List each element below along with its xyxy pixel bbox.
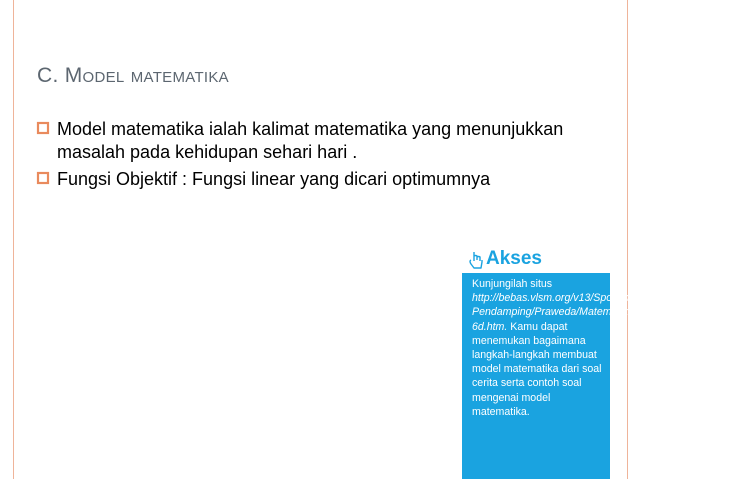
bullet-text: Fungsi Objektif : Fungsi linear yang dicari optimumnya [57,169,491,189]
bullet-text: Model matematika ialah kalimat matematika yang menunjukkan masalah pada kehidupan sehari hari . [57,119,564,162]
akses-box [462,247,730,479]
bullet-item [37,168,597,191]
akses-intro: Kunjungilah situs [472,278,553,290]
square-bullet-icon [37,172,49,184]
pointing-hand-icon [468,251,484,269]
akses-header [462,247,610,273]
bullet-list [37,118,597,195]
akses-link[interactable]: http://bebas.vlsm.org/v13/Sponsor_Sponsor-Pendamping/Praweda/Matematika/0388%20Mat%201-6d.htm. [472,292,730,333]
bullet-item [37,118,597,164]
slide-title: C. Model matematika [37,64,229,87]
square-bullet-icon [37,122,49,134]
akses-text [472,277,730,419]
akses-description: Kamu dapat menemukan bagaimana langkah-langkah membuat model matematika dari soal cerita serta contoh soal mengenai model matematika. [472,320,602,418]
akses-heading: Akses [486,248,542,269]
